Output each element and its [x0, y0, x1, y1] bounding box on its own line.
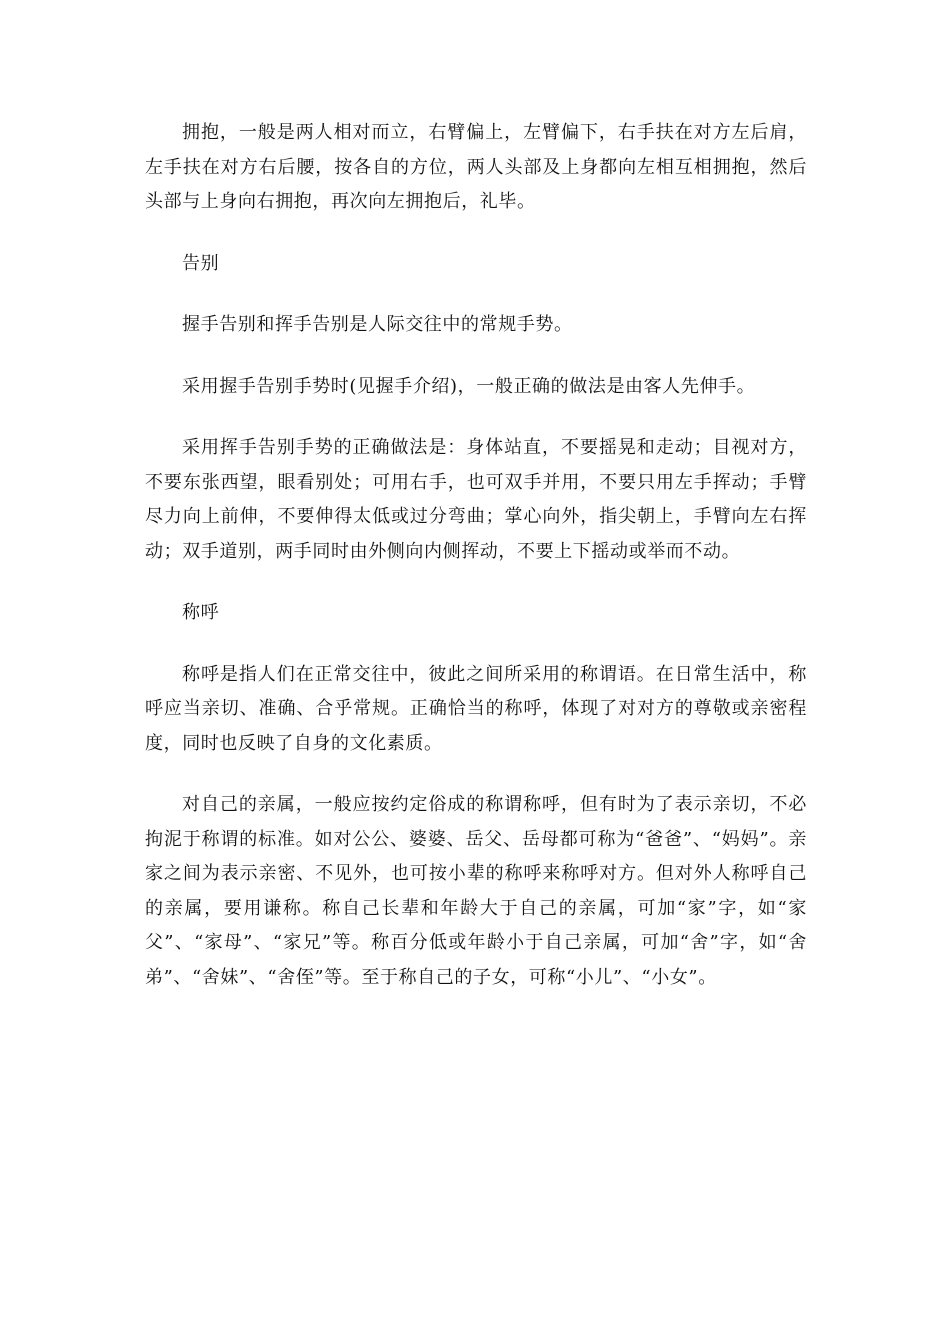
paragraph-wave-farewell: 采用挥手告别手势的正确做法是：身体站直，不要摇晃和走动；目视对方，不要东张西望，眼看别处；可用右手，也可双手并用，不要只用左手挥动；手臂尽力向上前伸，不要伸得太低或过分弯曲；掌心向外，指尖朝上，手臂向左右挥动；双手道别，两手同时由外侧向内侧挥动，不要上下摇动或举而不动。	[145, 437, 807, 562]
paragraph-address-definition: 称呼是指人们在正常交往中，彼此之间所采用的称谓语。在日常生活中，称呼应当亲切、准确、合乎常规。正确恰当的称呼，体现了对对方的尊敬或亲密程度，同时也反映了自身的文化素质。	[145, 663, 807, 754]
paragraph-handshake-farewell: 采用握手告别手势时(见握手介绍)，一般正确的做法是由客人先伸手。	[182, 375, 756, 397]
document-body	[145, 116, 807, 1022]
paragraph-farewell-gestures: 握手告别和挥手告别是人际交往中的常规手势。	[182, 314, 573, 335]
section-heading-farewell: 告别	[182, 252, 220, 274]
paragraph-relatives-address: 对自己的亲属，一般应按约定俗成的称谓称呼，但有时为了表示亲切，不必拘泥于称谓的标准。如对公公、婆婆、岳父、岳母都可称为“爸爸”、“妈妈”。亲家之间为表示亲密、不见外，也可按小辈的称呼来称呼对方。但对外人称呼自己的亲属，要用谦称。称自己长辈和年龄大于自己的亲属，可加“家”字，如“家父”、“家母”、“家兄”等。称百分低或年龄小于自己亲属，可加“舍”字，如“舍弟”、“舍妹”、“舍侄”等。至于称自己的子女，可称“小儿”、“小女”。	[145, 794, 807, 988]
paragraph-embrace: 拥抱，一般是两人相对而立，右臂偏上，左臂偏下，右手扶在对方左后肩，左手扶在对方右后腰，按各自的方位，两人头部及上身都向左相互相拥抱，然后头部与上身向右拥抱，再次向左拥抱后，礼毕。	[145, 122, 807, 212]
section-heading-address: 称呼	[182, 602, 220, 623]
